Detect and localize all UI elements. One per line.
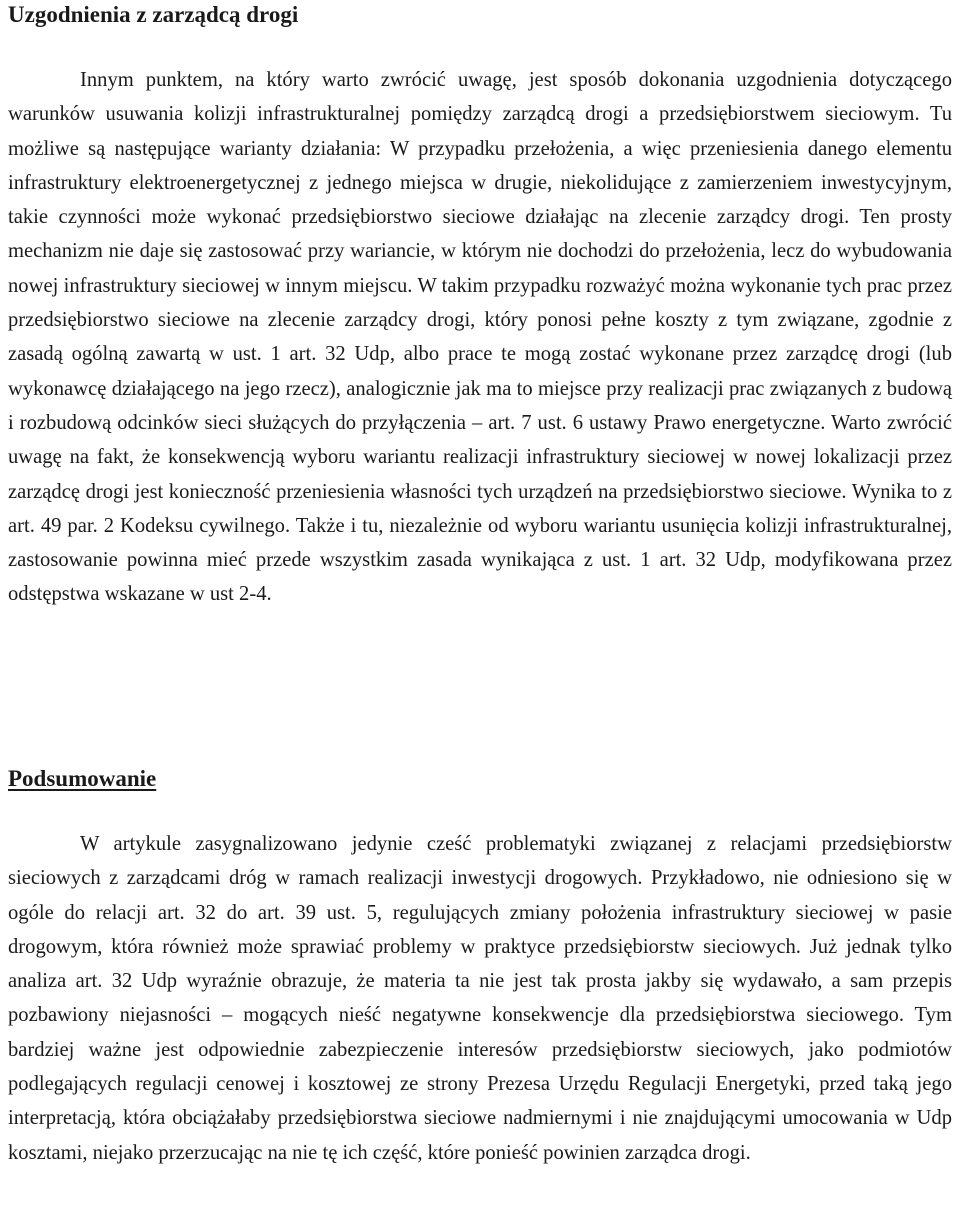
section-heading-podsumowanie: Podsumowanie [8,766,157,791]
section-heading-uzgodnienia: Uzgodnienia z zarządcą drogi [8,2,299,27]
section-paragraph-podsumowanie: W artykule zasygnalizowano jedynie cześć problematyki związanej z relacjami przedsiębiorstw sieciowych z zarządcami dróg w ramach realizacji inwestycji drogowych. Przykładowo, nie odniesiono się w ogóle do relacji art. 32 do art. 39 ust. 5, regulujących zmiany położenia infrastruktury sieciowej w pasie drogowym, która również może sprawiać problemy w praktyce przedsiębiorstw sieciowych. Już jednak tylko analiza art. 32 Udp wyraźnie obrazuje, że materia ta nie jest tak prosta jakby się wydawało, a sam przepis pozbawiony niejasności – mogących nieść negatywne konsekwencje dla przedsiębiorstwa sieciowego. Tym bardziej ważne jest odpowiednie zabezpieczenie interesów przedsiębiorstw sieciowych, jako podmiotów podlegających regulacji cenowej i kosztowej ze strony Prezesa Urzędu Regulacji Energetyki, przed taką jego interpretacją, która obciążałaby przedsiębiorstwa sieciowe nadmiernymi i nie znajdującymi umocowania w Udp kosztami, niejako przerzucając na nie tę ich część, które ponieść powinien zarządca drogi. [8,833,952,1164]
section-paragraph-uzgodnienia: Innym punktem, na który warto zwrócić uwagę, jest sposób dokonania uzgodnienia dotyczącego warunków usuwania kolizji infrastrukturalnej pomiędzy zarządcą drogi a przedsiębiorstwem sieciowym. Tu możliwe są następujące warianty działania: W przypadku przełożenia, a więc przeniesienia danego elementu infrastruktury elektroenergetycznej z jednego miejsca w drugie, niekolidujące z zamierzeniem inwestycyjnym, takie czynności może wykonać przedsiębiorstwo sieciowe działając na zlecenie zarządcy drogi. Ten prosty mechanizm nie daje się zastosować przy wariancie, w którym nie dochodzi do przełożenia, lecz do wybudowania nowej infrastruktury sieciowej w innym miejscu. W takim przypadku rozważyć można wykonanie tych prac przez przedsiębiorstwo sieciowe na zlecenie zarządcy drogi, który ponosi pełne koszty z tym związane, zgodnie z zasadą ogólną zawartą w ust. 1 art. 32 Udp, albo prace te mogą zostać wykonane przez zarządcę drogi (lub wykonawcę działającego na jego rzecz), analogicznie jak ma to miejsce przy realizacji prac związanych z budową i rozbudową odcinków sieci służących do przyłączenia – art. 7 ust. 6 ustawy Prawo energetyczne. Warto zwrócić uwagę na fakt, że konsekwencją wyboru wariantu realizacji infrastruktury sieciowej w nowej lokalizacji przez zarządcę drogi jest konieczność przeniesienia własności tych urządzeń na przedsiębiorstwo sieciowe. Wynika to z art. 49 par. 2 Kodeksu cywilnego. Także i tu, niezależnie od wyboru wariantu usunięcia kolizji infrastrukturalnej, zastosowanie powinna mieć przede wszystkim zasada wynikająca z ust. 1 art. 32 Udp, modyfikowana przez odstępstwa wskazane w ust 2-4. [8,69,952,606]
